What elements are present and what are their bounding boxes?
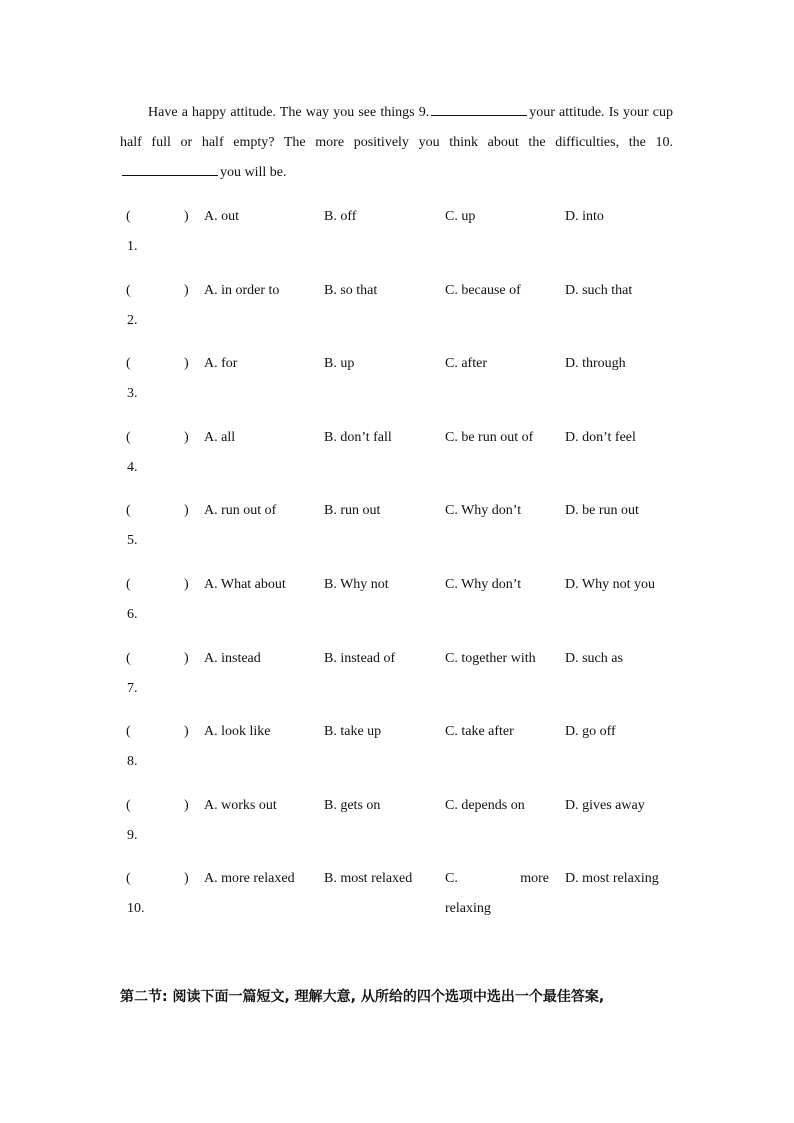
answer-paren-close: ) [184, 871, 189, 887]
option-d: D. be run out [565, 503, 639, 519]
question-2 [120, 276, 680, 350]
option-d: D. such as [565, 650, 623, 666]
option-a: A. works out [204, 797, 277, 813]
option-b: B. gets on [324, 797, 381, 813]
question-1 [120, 202, 680, 276]
question-8 [120, 717, 680, 791]
option-c: C. because of [445, 282, 521, 298]
option-d: D. gives away [565, 797, 645, 813]
option-a: A. in order to [204, 282, 280, 298]
answer-paren-close: ) [184, 724, 189, 740]
answer-paren-open: ( [126, 429, 131, 445]
answer-paren-close: ) [184, 503, 189, 519]
option-c: C. depends on [445, 797, 525, 813]
option-a: A. more relaxed [204, 871, 295, 887]
answer-paren-open: ( [126, 871, 131, 887]
option-d: D. Why not you [565, 576, 655, 592]
option-b: B. take up [324, 724, 382, 740]
option-c: C. take after [445, 724, 514, 740]
option-c-continuation: relaxing [445, 901, 491, 917]
option-d: D. don’t feel [565, 429, 636, 445]
option-c [445, 864, 549, 894]
option-c-letter: C. [445, 871, 458, 887]
question-number: 3. [127, 386, 138, 402]
option-a: A. for [204, 356, 238, 372]
option-c: C. be run out of [445, 429, 534, 445]
question-number: 9. [127, 827, 138, 843]
passage-text-2: your attitude. Is your cup half full or half empty? The more positively you think about the difficulties, the 10. [120, 105, 673, 150]
answer-paren-open: ( [126, 724, 131, 740]
passage-text-1: Have a happy attitude. The way you see things 9. [148, 105, 430, 120]
option-c: C. Why don’t [445, 576, 522, 592]
question-3 [120, 349, 680, 423]
option-a: A. all [204, 429, 236, 445]
option-b: B. don’t fall [324, 429, 392, 445]
passage-text-3: you will be. [220, 165, 287, 180]
answer-paren-open: ( [126, 356, 131, 372]
option-b: B. run out [324, 503, 381, 519]
question-list [120, 202, 680, 938]
option-c: C. up [445, 209, 476, 224]
option-a: A. What about [204, 576, 286, 592]
question-number: 7. [127, 680, 138, 696]
question-number: 8. [127, 754, 138, 770]
option-c: C. together with [445, 650, 536, 666]
passage [120, 98, 673, 188]
section-heading: 第二节: 阅读下面一篇短文, 理解大意, 从所给的四个选项中选出一个最佳答案, [120, 989, 605, 1005]
answer-paren-open: ( [126, 797, 131, 813]
question-number: 6. [127, 606, 138, 622]
option-d: D. go off [565, 724, 616, 740]
answer-paren-open: ( [126, 209, 131, 224]
option-a: A. look like [204, 724, 271, 740]
option-d: D. such that [565, 282, 633, 298]
answer-paren-open: ( [126, 576, 131, 592]
option-a: A. out [204, 209, 239, 224]
question-10 [120, 864, 680, 938]
question-number: 1. [127, 239, 138, 254]
question-number: 10. [127, 901, 145, 917]
option-b: B. off [324, 209, 357, 224]
question-6 [120, 570, 680, 644]
passage-paragraph [120, 98, 673, 188]
option-b: B. Why not [324, 576, 389, 592]
option-c-word: more [520, 871, 549, 887]
option-b: B. instead of [324, 650, 396, 666]
question-9 [120, 791, 680, 865]
answer-paren-close: ) [184, 282, 189, 298]
question-7 [120, 644, 680, 718]
answer-paren-close: ) [184, 209, 189, 224]
answer-paren-close: ) [184, 576, 189, 592]
answer-paren-close: ) [184, 650, 189, 666]
option-c: C. Why don’t [445, 503, 522, 519]
answer-paren-close: ) [184, 797, 189, 813]
answer-paren-open: ( [126, 650, 131, 666]
question-number: 2. [127, 312, 138, 328]
option-d: D. most relaxing [565, 871, 659, 887]
question-5 [120, 496, 680, 570]
answer-paren-close: ) [184, 356, 189, 372]
blank-10 [122, 161, 218, 176]
option-d: D. into [565, 209, 604, 224]
option-b: B. so that [324, 282, 378, 298]
question-number: 5. [127, 533, 138, 549]
option-b: B. up [324, 356, 355, 372]
option-d: D. through [565, 356, 626, 372]
option-b: B. most relaxed [324, 871, 413, 887]
answer-paren-open: ( [126, 282, 131, 298]
option-c: C. after [445, 356, 487, 372]
answer-paren-close: ) [184, 429, 189, 445]
question-number: 4. [127, 459, 138, 475]
option-a: A. run out of [204, 503, 277, 519]
option-a: A. instead [204, 650, 261, 666]
blank-9 [431, 101, 527, 116]
answer-paren-open: ( [126, 503, 131, 519]
question-4 [120, 423, 680, 497]
